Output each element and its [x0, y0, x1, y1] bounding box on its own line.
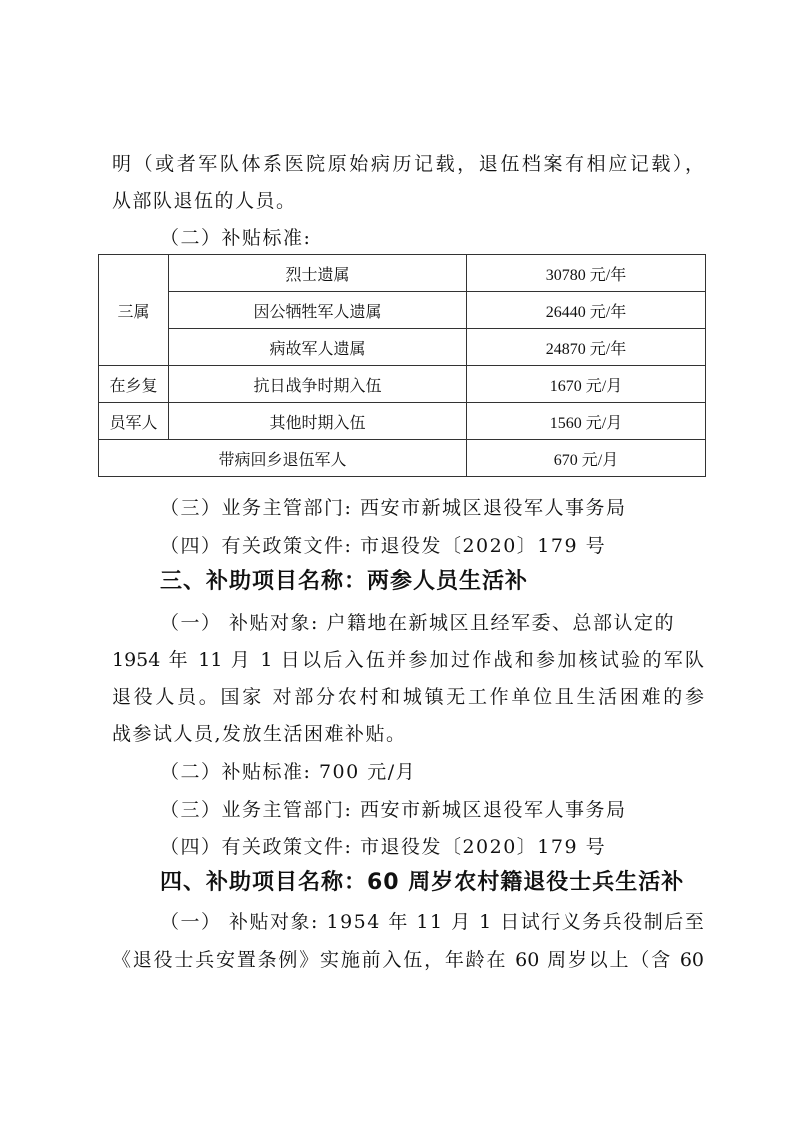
row-name: 病故军人遗属 [169, 329, 467, 366]
row-amount: 24870 元/年 [467, 329, 706, 366]
table-row [99, 403, 706, 440]
group-label-veteran-line1: 在乡复 [99, 366, 169, 403]
section3-target-line-4: 战参试人员,发放生活困难补贴。 [112, 723, 407, 745]
row-amount: 1560 元/月 [467, 403, 706, 440]
row-name: 其他时期入伍 [169, 403, 467, 440]
table-row [99, 292, 706, 329]
section3-heading: 三、补助项目名称：两参人员生活补 [160, 569, 529, 594]
row-name: 烈士遗属 [169, 255, 467, 292]
section3-target-line-3: 退役人员。国家 对部分农村和城镇无工作单位且生活困难的参 [112, 686, 704, 708]
section2-dept: （三）业务主管部门: 西安市新城区退役军人事务局 [160, 497, 627, 519]
standard-label: （二）补贴标准: [160, 227, 312, 249]
table-row [99, 366, 706, 403]
intro-line-1: 明（或者军队体系医院原始病历记载，退伍档案有相应记载）， [112, 153, 704, 175]
intro-line-2: 从部队退伍的人员。 [112, 190, 297, 212]
table-row [99, 255, 706, 292]
section3-target-line-2: 1954 年 11 月 1 日以后入伍并参加过作战和参加核试验的军队 [112, 649, 704, 671]
section3-standard: （二）补贴标准: 700 元/月 [160, 761, 417, 783]
row-amount: 26440 元/年 [467, 292, 706, 329]
section2-policy: （四）有关政策文件: 市退役发〔2020〕179 号 [160, 535, 607, 557]
row-name: 带病回乡退伍军人 [99, 440, 467, 477]
section3-dept: （三）业务主管部门: 西安市新城区退役军人事务局 [160, 799, 627, 821]
section3-policy: （四）有关政策文件: 市退役发〔2020〕179 号 [160, 836, 607, 858]
table-row [99, 329, 706, 366]
section4-target-line-1: （一） 补贴对象: 1954 年 11 月 1 日试行义务兵役制后至 [160, 911, 706, 933]
subsidy-table [98, 254, 706, 477]
table-row [99, 440, 706, 477]
row-amount: 30780 元/年 [467, 255, 706, 292]
section4-heading: 四、补助项目名称：60 周岁农村籍退役士兵生活补 [160, 870, 685, 895]
row-name: 因公牺牲军人遗属 [169, 292, 467, 329]
group-label-sanshu: 三属 [99, 255, 169, 366]
row-amount: 1670 元/月 [467, 366, 706, 403]
group-label-veteran-line2: 员军人 [99, 403, 169, 440]
row-amount: 670 元/月 [467, 440, 706, 477]
section3-target-line-1: （一） 补贴对象: 户籍地在新城区且经军委、总部认定的 [160, 612, 675, 634]
section4-target-line-2: 《退役士兵安置条例》实施前入伍，年龄在 60 周岁以上（含 60 [112, 949, 704, 971]
row-name: 抗日战争时期入伍 [169, 366, 467, 403]
